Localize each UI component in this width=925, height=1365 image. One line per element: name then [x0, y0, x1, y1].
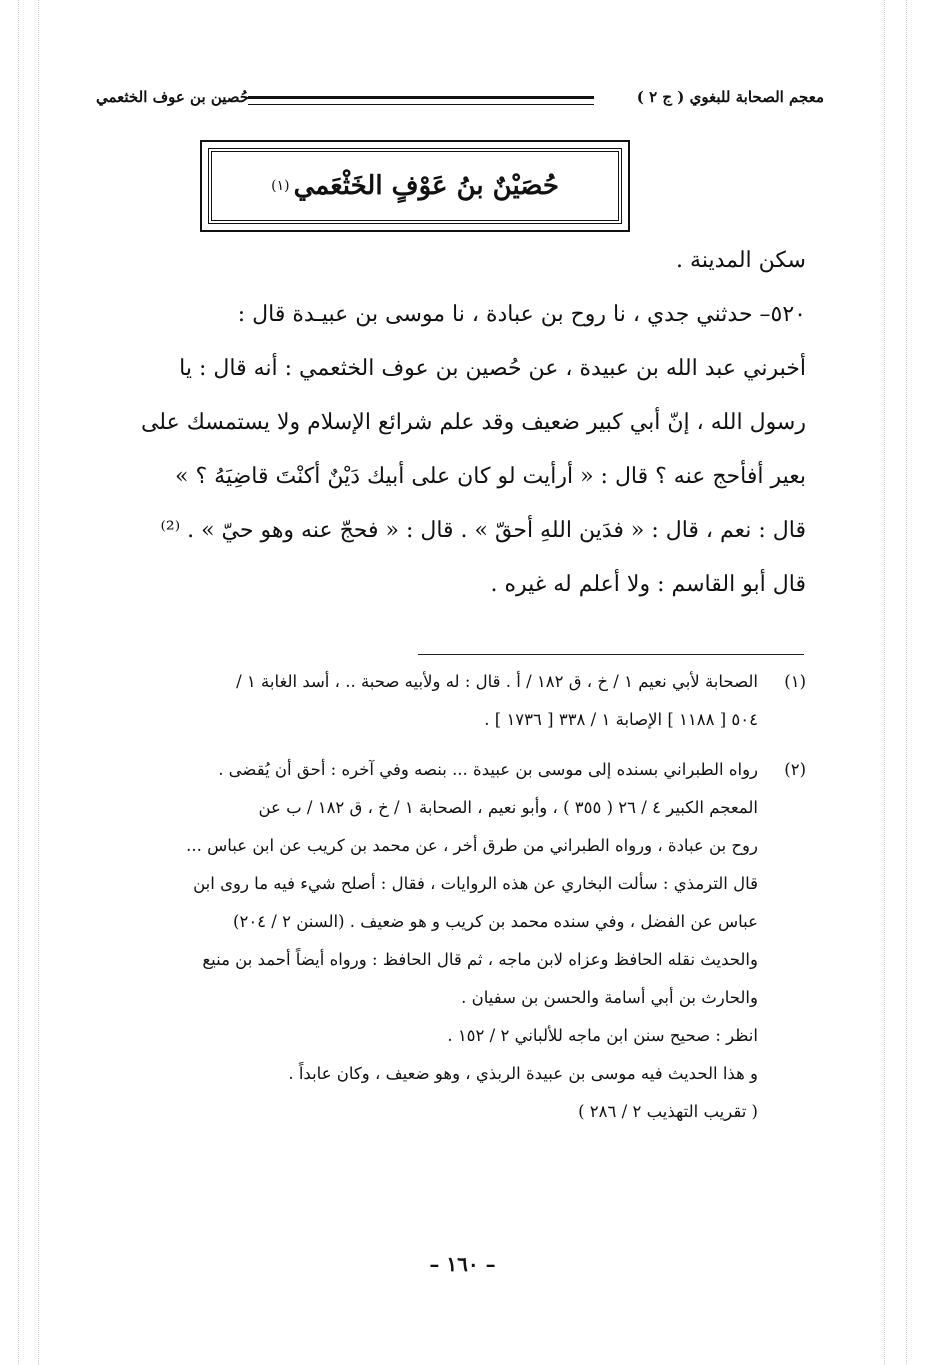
main-text	[96, 248, 806, 608]
footnote-separator	[418, 654, 804, 655]
body-line: أخبرني عبد الله بن عبيدة ، عن حُصين بن عوف الخثعمي : أنه قال : يا	[179, 356, 806, 381]
footnote-line: المعجم الكبير ٤ / ٢٦ ( ٣٥٥ ) ، وأبو نعيم ، الصحابة ١ / خ ، ق ١٨٢ / ب عن	[258, 798, 758, 817]
footnote-line: عباس عن الفضل ، وفي سنده محمد بن كريب و هو ضعيف . (السنن ٢ / ٢٠٤)	[233, 912, 758, 931]
body-line: سكن المدينة .	[676, 248, 806, 273]
footnote-line: انظر : صحيح سنن ابن ماجه للألباني ٢ / ١٥٢ .	[447, 1026, 758, 1045]
entry-title-note: (١)	[271, 178, 290, 194]
footnote-line: رواه الطبراني بسنده إلى موسى بن عبيدة ... بنصه وفي آخره : أحق أن يُقضى .	[218, 760, 758, 779]
footnote-line: والحارث بن أبي أسامة والحسن بن سفيان .	[461, 988, 758, 1007]
running-title: حُصين بن عوف الخثعمي	[96, 88, 250, 106]
body-line: قال أبو القاسم : ولا أعلم له غيره .	[490, 572, 806, 597]
footnote-marker: (١)	[784, 672, 806, 691]
entry-title-frame	[208, 148, 622, 224]
footnote-line: والحديث نقله الحافظ وعزاه لابن ماجه ، ثم قال الحافظ : ورواه أيضاً أحمد بن منيع	[202, 950, 758, 969]
body-line: بعير أفأحج عنه ؟ قال : « أرأيت لو كان على أبيك دَيْنٌ أكنْتَ قاضِيَهُ ؟ »	[175, 464, 806, 489]
scan-margin-left	[18, 0, 19, 1365]
book-title: معجم الصحابة للبغوي ( ج ٢ )	[636, 88, 824, 106]
footnote-line: و هذا الحديث فيه موسى بن عبيدة الربذي ، وهو ضعيف ، وكان عابداً .	[288, 1064, 758, 1083]
footnote-marker: (٢)	[784, 760, 806, 779]
page-number: – ١٦٠ –	[429, 1252, 496, 1276]
entry-title: حُصَيْنٌ بنُ عَوْفٍ الخَثْعَمي	[293, 171, 559, 201]
scan-margin-right-2	[906, 0, 907, 1365]
header-rule	[248, 96, 594, 105]
footnote-line: الصحابة لأبي نعيم ١ / خ ، ق ١٨٢ / أ . قال : له ولأبيه صحبة .. ، أسد الغابة ١ /	[236, 672, 758, 691]
footnote-line: روح بن عبادة ، ورواه الطبراني من طرق أخر ، عن محمد بن كريب عن ابن عباس ...	[186, 836, 758, 855]
footnote-2	[96, 760, 806, 1160]
footnote-1	[96, 672, 806, 742]
footnote-line: ٥٠٤ [ ١١٨٨ ] الإصابة ١ / ٣٣٨ [ ١٧٣٦ ] .	[484, 710, 758, 729]
scan-margin-right	[884, 0, 885, 1365]
body-line: رسول الله ، إنّ أبي كبير ضعيف وقد علم شرائع الإسلام ولا يستمسك على	[140, 410, 806, 435]
body-line: ٥٢٠– حدثني جدي ، نا روح بن عبادة ، نا موسى بن عبيـدة قال :	[237, 302, 806, 327]
entry-title-box	[200, 140, 630, 232]
footnote-line: قال الترمذي : سألت البخاري عن هذه الروايات ، فقال : أصلح شيء فيه ما روى ابن	[193, 874, 758, 893]
body-line: قال : نعم ، قال : « فدَين اللهِ أحقّ » . قال : « فحجّ عنه وهو حيّ » . ⁽²⁾	[160, 518, 806, 543]
footnote-line: ( تقريب التهذيب ٢ / ٢٨٦ )	[578, 1102, 758, 1121]
scan-margin-left-2	[38, 0, 39, 1365]
running-header	[96, 88, 824, 114]
